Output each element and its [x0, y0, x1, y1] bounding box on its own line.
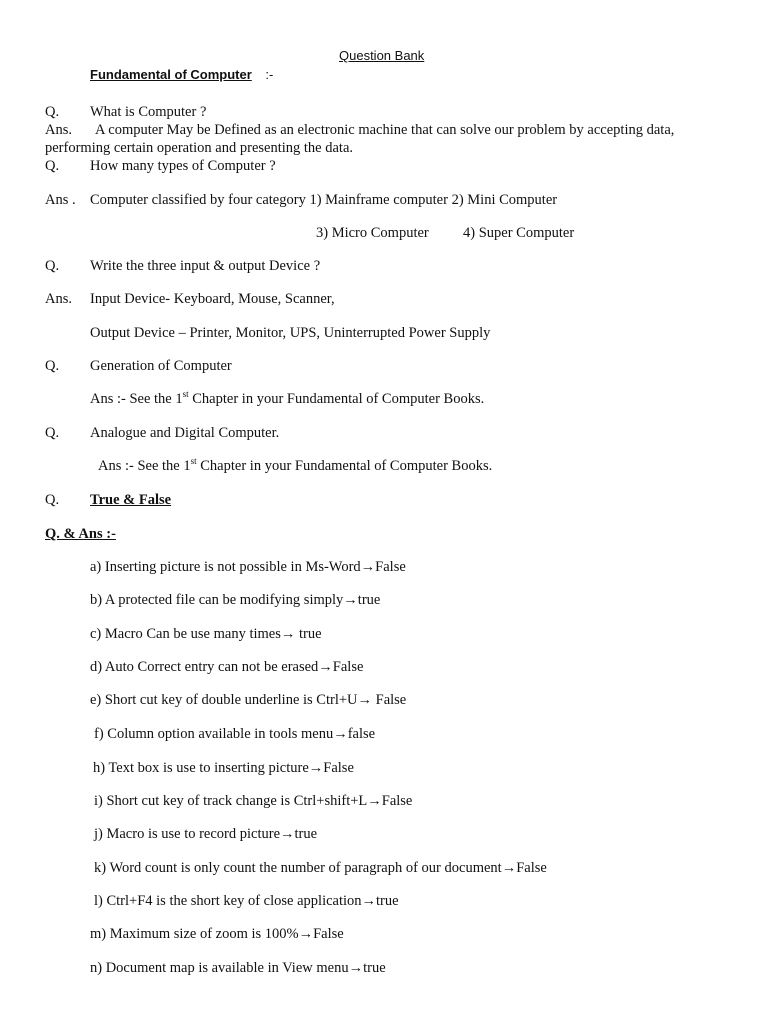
list-item — [94, 892, 399, 910]
item-answer: False — [381, 793, 413, 809]
answer-pre: Ans :- See the 1 — [98, 458, 191, 474]
arrow-icon: → — [318, 659, 333, 675]
list-item — [90, 558, 406, 576]
item-label: e) Short cut key of double underline is Ctrl+U — [90, 692, 358, 708]
list-item — [93, 759, 354, 777]
superscript: st — [182, 389, 189, 400]
list-item — [94, 725, 375, 743]
question-text: True & False — [90, 492, 172, 508]
answer-text: 3) Micro Computer — [316, 225, 429, 241]
answer-marker: Ans . — [45, 192, 76, 208]
arrow-icon: → — [360, 559, 376, 575]
item-label: f) Column option available in tools menu — [94, 726, 334, 742]
section-subtitle — [90, 66, 273, 84]
answer-marker: Ans. — [45, 122, 72, 138]
item-answer: False — [375, 559, 406, 575]
arrow-icon: → — [298, 926, 314, 942]
list-item — [90, 959, 386, 977]
item-answer: False — [332, 659, 364, 675]
question-marker: Q. — [45, 158, 60, 174]
question-text: How many types of Computer ? — [90, 158, 276, 174]
answer-pre: Ans :- See the 1 — [90, 391, 183, 407]
item-label: b) A protected file can be modifying simply — [90, 592, 344, 608]
arrow-icon: → — [308, 760, 324, 776]
item-label: j) Macro is use to record picture — [94, 826, 281, 842]
item-answer: false — [347, 726, 376, 742]
item-label: l) Ctrl+F4 is the short key of close application — [94, 893, 362, 909]
item-label: d) Auto Correct entry can not be erased — [90, 659, 319, 675]
section-heading: Q. & Ans :- — [45, 526, 116, 542]
list-item — [94, 825, 317, 843]
item-answer: true — [376, 893, 399, 909]
answer-post: Chapter in your Fundamental of Computer Books. — [196, 458, 493, 474]
item-answer: False — [313, 926, 344, 942]
question-marker: Q. — [45, 358, 60, 374]
answer-text — [98, 457, 492, 475]
item-answer: true — [295, 626, 322, 642]
item-answer: true — [294, 826, 318, 842]
item-answer: true — [357, 592, 381, 608]
item-answer: False — [516, 860, 547, 876]
arrow-icon: → — [357, 692, 373, 708]
answer-text: Computer classified by four category 1) Mainframe computer 2) Mini Computer — [90, 192, 558, 208]
arrow-icon: → — [367, 793, 382, 809]
list-item — [90, 591, 380, 609]
subtitle-suffix: :- — [265, 67, 274, 82]
item-answer: False — [372, 692, 407, 708]
question-text: Write the three input & output Device ? — [90, 258, 321, 274]
list-item — [90, 691, 406, 709]
answer-text: A computer May be Defined as an electronic machine that can solve our problem by accepting data, — [95, 122, 675, 138]
answer-text: 4) Super Computer — [463, 225, 575, 241]
item-answer: true — [363, 960, 386, 976]
item-label: c) Macro Can be use many times — [90, 626, 281, 642]
page-title: Question Bank — [339, 48, 425, 63]
arrow-icon: → — [280, 826, 295, 842]
arrow-icon: → — [501, 860, 517, 876]
answer-text: Output Device – Printer, Monitor, UPS, Uninterrupted Power Supply — [90, 325, 491, 341]
list-item — [90, 925, 344, 943]
question-marker: Q. — [45, 258, 60, 274]
item-label: n) Document map is available in View menu — [90, 960, 349, 976]
item-label: k) Word count is only count the number of paragraph of our document — [94, 860, 502, 876]
question-text: Analogue and Digital Computer. — [90, 425, 280, 441]
question-text: Generation of Computer — [90, 358, 232, 374]
answer-text: Input Device- Keyboard, Mouse, Scanner, — [90, 291, 335, 307]
superscript: st — [190, 456, 197, 467]
arrow-icon: → — [333, 726, 348, 742]
answer-post: Chapter in your Fundamental of Computer Books. — [188, 391, 485, 407]
arrow-icon: → — [280, 626, 296, 642]
list-item — [94, 792, 412, 810]
item-label: i) Short cut key of track change is Ctrl+shift+L — [94, 793, 368, 809]
question-marker: Q. — [45, 425, 60, 441]
question-text: What is Computer ? — [90, 104, 207, 120]
answer-text: performing certain operation and presenting the data. — [45, 140, 354, 156]
item-label: m) Maximum size of zoom is 100% — [90, 926, 299, 942]
arrow-icon: → — [343, 592, 358, 608]
question-marker: Q. — [45, 492, 60, 508]
list-item — [94, 859, 547, 877]
arrow-icon: → — [361, 893, 377, 909]
item-label: h) Text box is use to inserting picture — [93, 760, 309, 776]
list-item — [90, 625, 322, 643]
item-answer: False — [323, 760, 354, 776]
answer-text — [90, 390, 484, 408]
arrow-icon: → — [348, 960, 364, 976]
list-item — [90, 658, 363, 676]
subtitle-text: Fundamental of Computer — [90, 67, 252, 82]
item-label: a) Inserting picture is not possible in Ms-Word — [90, 559, 361, 575]
answer-marker: Ans. — [45, 291, 72, 307]
question-marker: Q. — [45, 104, 60, 120]
